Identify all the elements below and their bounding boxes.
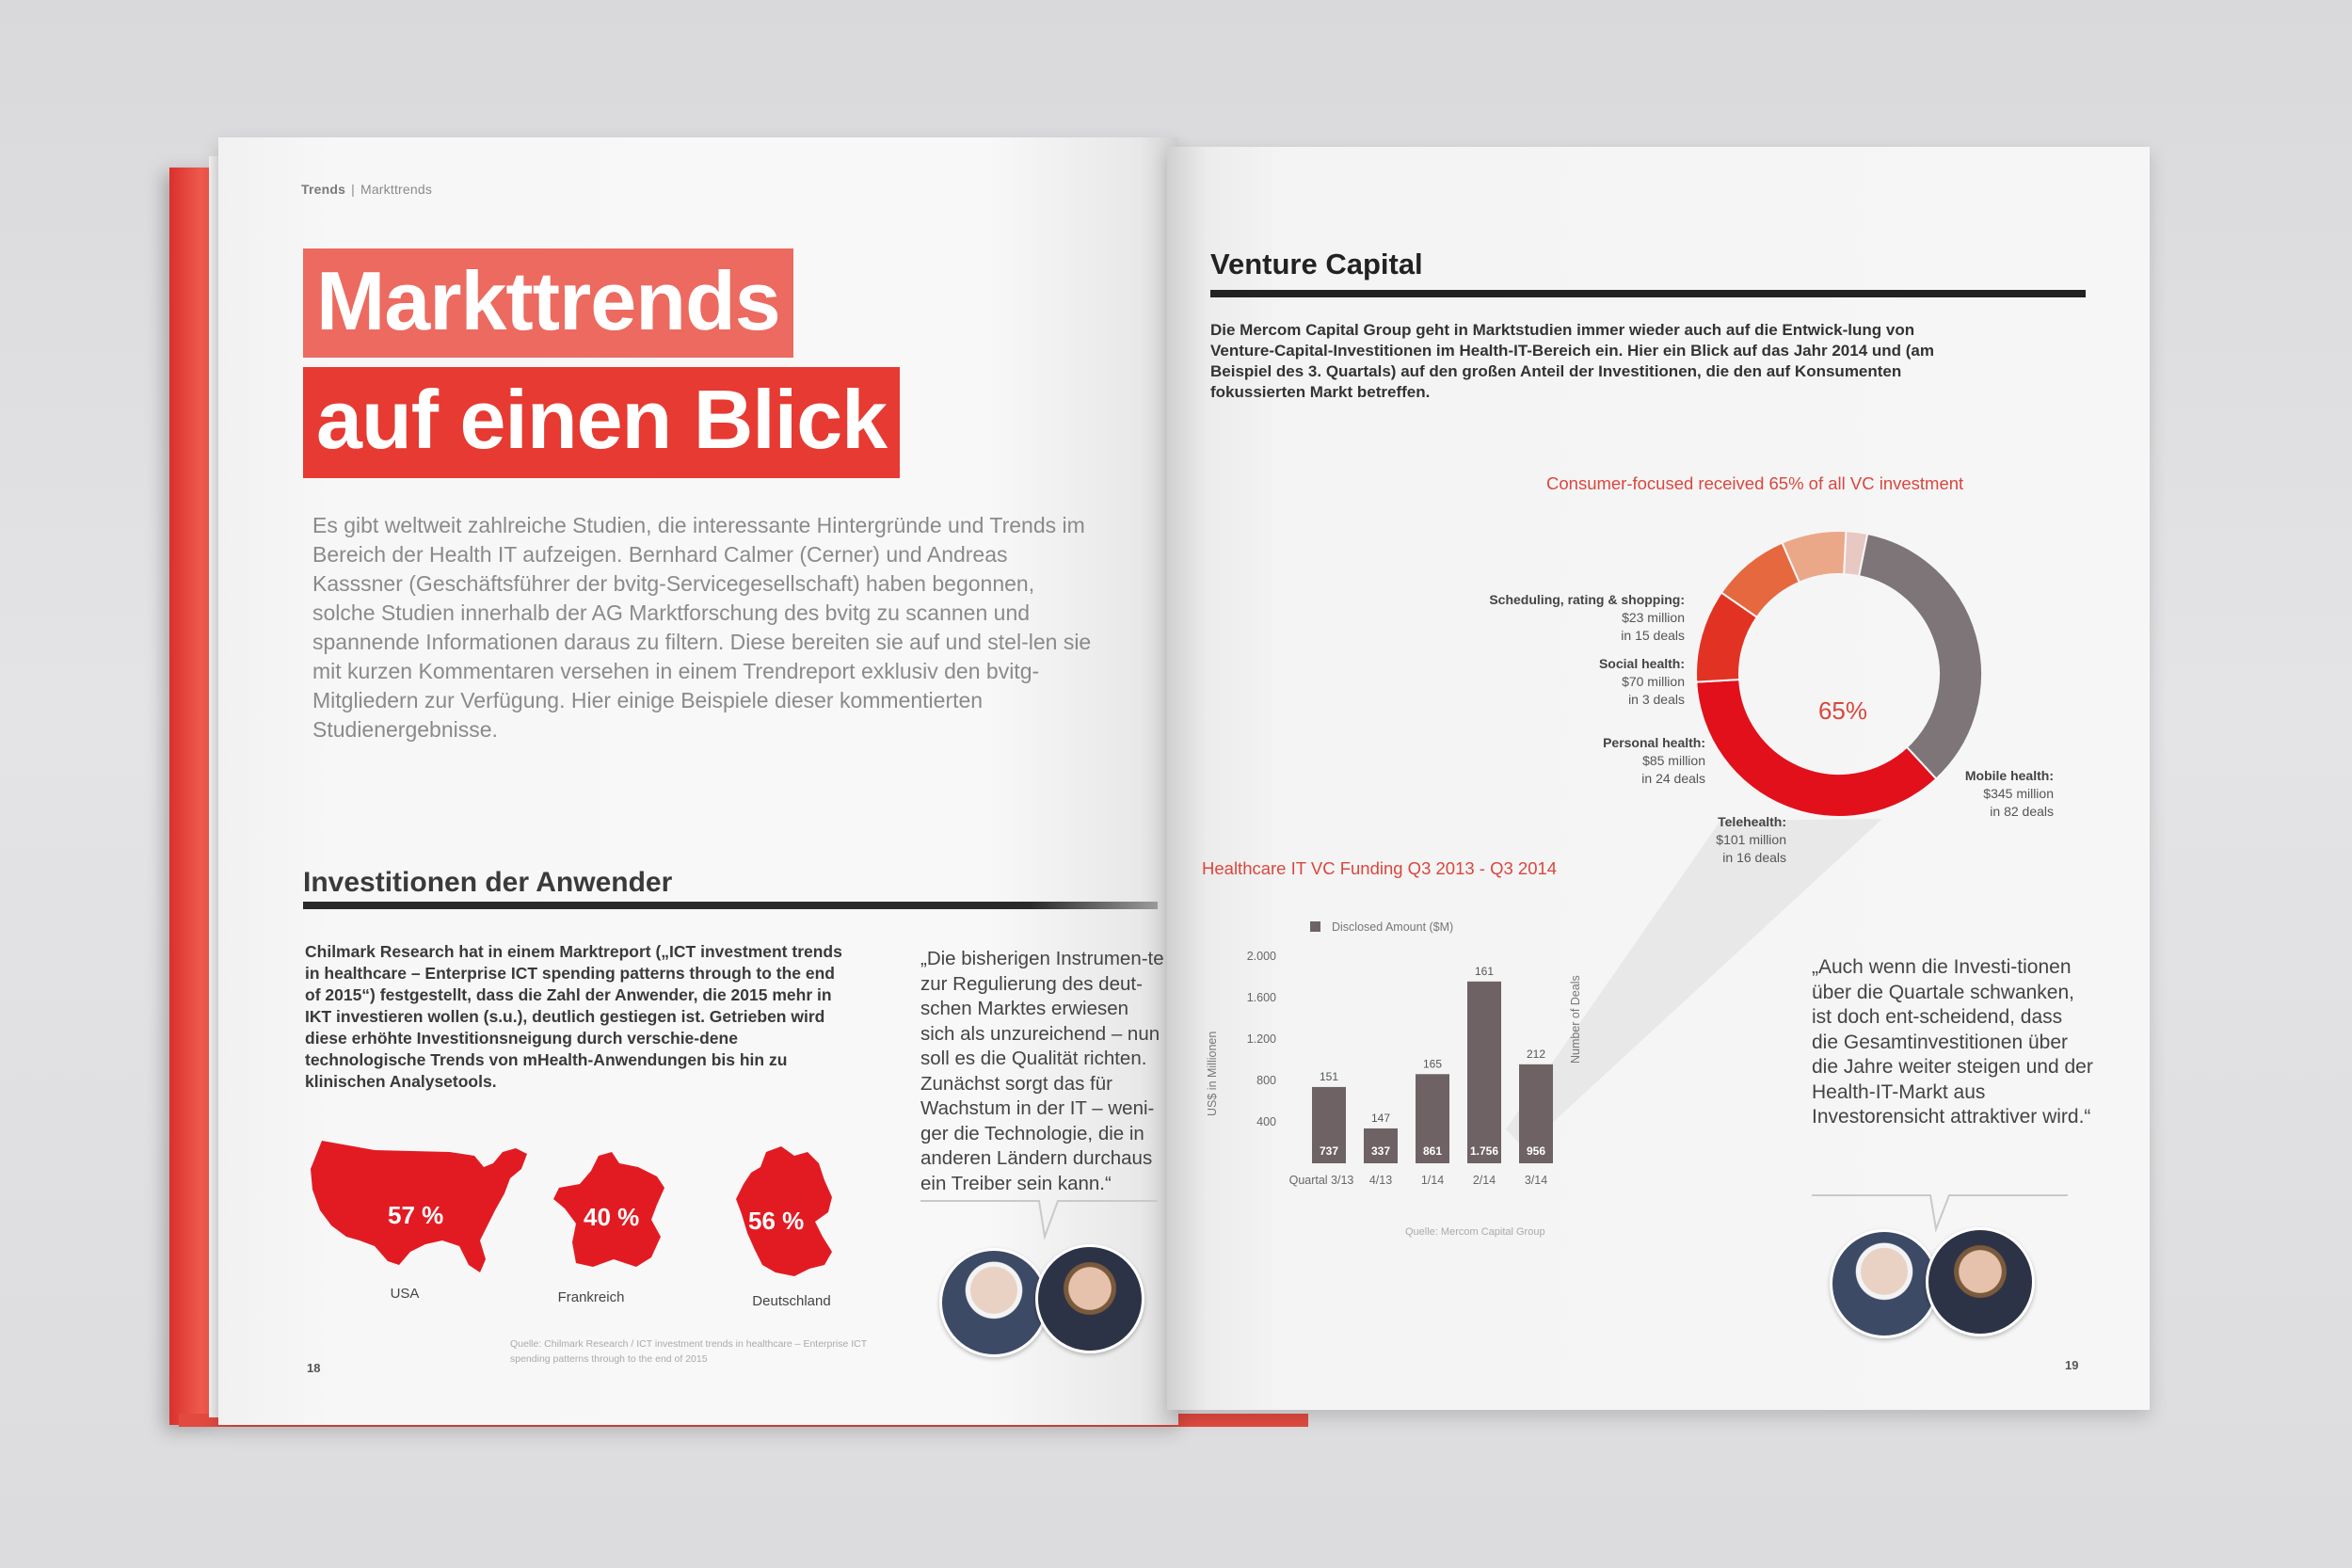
quote-pointer-right [1812,1188,2068,1235]
bar-chart [1195,904,1600,1242]
donut-label-mobile-deals: in 82 deals [1990,804,2054,819]
headline-line-1: Markttrends [303,248,793,358]
avatar-man-grey-hair [939,1248,1048,1357]
donut-label-mobile [1920,767,2054,821]
france-label: Frankreich [557,1289,625,1305]
section-rule [303,902,1158,909]
donut-label-mobile-amount: $345 million [1983,786,2054,801]
bar-value-label: 737 [1319,1144,1339,1158]
bar-legend-label: Disclosed Amount ($M) [1332,920,1454,934]
vc-title: Venture Capital [1210,248,1423,280]
germany-percent: 56 % [748,1207,805,1235]
breadcrumb-separator: | [351,182,355,197]
section-title: Investitionen der Anwender [303,867,673,898]
bar-2-14 [1467,982,1501,1163]
bar-y-tick-label: 1.200 [1246,1032,1276,1046]
donut-label-social-amount: $70 million [1622,674,1685,689]
source-left: Quelle: Chilmark Research / ICT investment trends in healthcare – Enterprise ICT spending patterns through to the end of 2015 [510,1338,867,1365]
vc-intro: Die Mercom Capital Group geht in Marktstudien immer wieder auch auf die Entwick-lung von Venture-Capital-Investitionen im Health-IT-Bereich ein. Hier ein Blick auf das Jahr 2014 und (am Beispiel des 3. Quartals) auf den großen Anteil der Investitionen, die den auf Konsumenten fokussierten Markt betreffen. [1210,321,1934,401]
germany-label: Deutschland [752,1293,831,1309]
donut-label-personal-deals: in 24 deals [1641,771,1705,786]
quote-pointer-left [920,1193,1158,1242]
page-number-right: 19 [2065,1358,2079,1372]
donut-label-scheduling-name: Scheduling, rating & shopping: [1489,592,1685,607]
quote-right: „Auch wenn die Investi-tionen über die Quartale schwanken, ist doch ent-scheidend, dass die Gesamtinvestitionen über die Jahre weiter steigen und der Health-IT-Markt aus Investorensicht attraktiver wird.“ [1812,956,2093,1128]
bar-deals-label: 161 [1474,964,1495,978]
breadcrumb [301,182,432,197]
avatar-man-smiling-right [1926,1227,2035,1336]
donut-label-scheduling-deals: in 15 deals [1621,628,1685,643]
bar-category-label: 1/14 [1420,1174,1445,1187]
quote-left: „Die bisherigen Instrumen-te zur Regulierung des deut-schen Marktes erwiesen sich als unzureichend – nun soll es die Qualität richten. Zunächst sorgt das für Wachstum in der IT – weni-ger die Technologie, die in anderen Ländern durchaus ein Treiber sein kann.“ [920,948,1164,1194]
usa-percent: 57 % [388,1201,444,1229]
donut-label-scheduling [1431,591,1685,645]
donut-label-telehealth-name: Telehealth: [1718,814,1786,829]
donut-label-personal-name: Personal health: [1603,735,1705,750]
donut-label-personal-amount: $85 million [1642,753,1705,768]
bar-value-label: 956 [1526,1144,1546,1158]
donut-label-personal [1449,734,1705,788]
bar-value-label: 861 [1422,1144,1443,1158]
bar-deals-label: 151 [1319,1069,1339,1083]
bar-category-label: Quartal 3/13 [1288,1174,1354,1187]
donut-label-telehealth-amount: $101 million [1716,832,1786,847]
headline-line-2: auf einen Blick [303,367,900,478]
bar-category-label: 2/14 [1472,1174,1496,1187]
bar-marks [1289,965,1553,1187]
bar-deals-label: 212 [1526,1047,1546,1061]
bar-chart-title: Healthcare IT VC Funding Q3 2013 - Q3 2014 [1202,858,1558,878]
usa-label: USA [390,1286,420,1302]
bar-y-tick-label: 400 [1256,1115,1276,1128]
donut-slice-other [1859,534,1982,779]
bar-y-tick-label: 800 [1256,1074,1276,1087]
avatar-man-smiling [1035,1244,1144,1353]
bar-y-axis-label: US$ in Millionen [1206,1031,1219,1116]
donut-center-label: 65% [1817,696,1868,725]
breadcrumb-page: Markttrends [360,182,433,197]
donut-label-telehealth-deals: in 16 deals [1722,850,1786,865]
bar-y-tick-label: 1.600 [1246,991,1276,1004]
donut-label-social [1431,655,1685,709]
bar-deals-label: 165 [1422,1057,1443,1071]
bar-value-label: 337 [1370,1144,1391,1158]
bar-y-tick-label: 2.000 [1246,950,1276,963]
donut-label-mobile-name: Mobile health: [1964,768,2054,783]
donut-label-telehealth [1656,813,1786,867]
donut-label-scheduling-amount: $23 million [1622,610,1685,625]
bar-legend-swatch [1310,921,1320,932]
intro-paragraph: Es gibt weltweit zahlreiche Studien, die interessante Hintergründe und Trends im Bereich der Health IT aufzeigen. Bernhard Calmer (Cerner) und Andreas Kasssner (Geschäftsführer der bvitg-Servicegesellschaft) haben begonnen, solche Studien innerhalb der AG Marktforschung des bvitg zu scannen und spannende Informationen daraus zu filtern. Diese bereiten sie auf und stel-len sie mit kurzen Kommentaren versehen in einem Trendreport exklusiv den bvitg-Mitgliedern zur Verfügung. Hier einige Beispiele dieser kommentierten Studienergebnisse. [312,513,1092,742]
donut-chart-title: Consumer-focused received 65% of all VC investment [1546,473,1964,493]
avatar-man-grey-hair-right [1830,1229,1939,1338]
page-number-left: 18 [307,1361,321,1375]
donut-slice-mobile-health [1696,680,1936,817]
donut-label-social-deals: in 3 deals [1628,692,1685,707]
breadcrumb-section: Trends [301,182,346,197]
bar-category-label: 4/13 [1368,1174,1393,1187]
bar-value-label: 1.756 [1469,1144,1499,1158]
body-paragraph: Chilmark Research hat in einem Marktreport („ICT investment trends in healthcare – Enterprise ICT spending patterns through to the end of 2015“) festgestellt, dass die Zahl der Anwender, die 2015 mehr in IKT investieren wollen (s.u.), deutlich gestiegen ist. Getrieben wird diese erhöhte Investitionsneigung durch verschie-dene technologische Trends von mHealth-Anwendungen bis hin zu klinischen Analysetools. [305,942,842,1091]
bar-y2-axis-label: Number of Deals [1569,975,1582,1064]
vc-rule [1210,290,2086,297]
donut-label-social-name: Social health: [1598,656,1685,671]
bar-y-ticks [1247,950,1276,1128]
bar-category-label: 3/14 [1524,1174,1548,1187]
france-percent: 40 % [584,1203,640,1231]
source-right: Quelle: Mercom Capital Group [1405,1226,1545,1238]
bar-deals-label: 147 [1370,1111,1391,1125]
